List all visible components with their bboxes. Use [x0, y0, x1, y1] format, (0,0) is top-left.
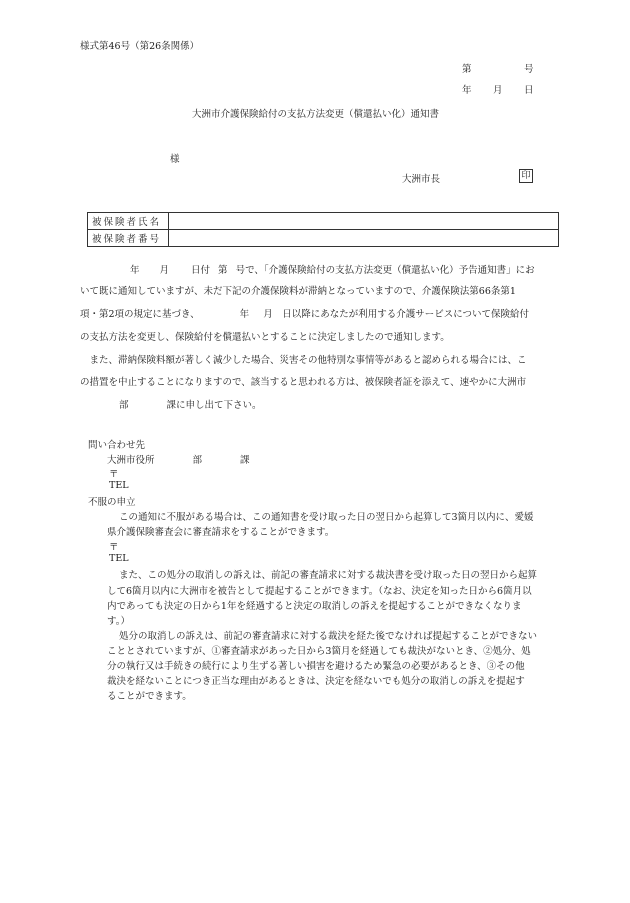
contact-postal: 〒: [109, 469, 119, 480]
insured-number-value: [169, 230, 559, 247]
table-row: [88, 213, 559, 230]
form-number: 様式第46号（第26条関係）: [80, 41, 200, 52]
seal-mark: 印: [519, 169, 533, 183]
insured-name-label: 被保険者氏名: [88, 213, 169, 230]
insured-person-table: [87, 212, 559, 247]
contact-heading: 問い合わせ先: [88, 440, 146, 451]
appeal-line-11: ることができます。: [107, 691, 192, 702]
body-year: 年: [130, 265, 140, 276]
appeal-tel: TEL: [109, 553, 129, 564]
body-line-2: いて既に通知していますが、未だ下記の介護保険料が滞納となっていますので、介護保険法第66条第1: [80, 286, 516, 297]
date-year: 年: [462, 85, 472, 96]
appeal-line-6: す。）: [107, 616, 130, 627]
appeal-line-7: 処分の取消しの訴えは、前記の審査請求に対する裁決を経た後でなければ提起することができない: [119, 631, 538, 642]
body-line-1: [130, 262, 535, 276]
date-month: 月: [493, 85, 503, 96]
appeal-postal: 〒: [109, 542, 119, 553]
body-line-7: [119, 397, 262, 411]
appeal-line-1: この通知に不服がある場合は、この通知書を受け取った日の翌日から起算して3箇月以内に、愛媛: [119, 512, 534, 523]
contact-bu: 部: [192, 455, 203, 466]
insured-name-value: [169, 213, 559, 230]
body-dai: 第: [218, 265, 228, 276]
sender-name: 大洲市長: [402, 174, 441, 185]
body-line-3-year: 年: [239, 309, 250, 320]
body-line-1-tail: 「介護保険給付の支払方法変更（償還払い化）予告通知書」にお: [263, 265, 535, 276]
appeal-line-3: また、この処分の取消しの訴えは、前記の審査請求に対する裁決書を受け取った日の翌日から起算: [119, 570, 538, 581]
body-line-3-tail: 月 日以降にあなたが利用する介護サービスについて保険給付: [263, 309, 529, 320]
appeal-line-5: 内であっても決定の日から1年を経過すると決定の取消しの訴えを提起することができなくなりま: [107, 601, 522, 612]
appeal-line-4: して6箇月以内に大洲市を被告として提起することができます。（なお、決定を知った日から6箇月以: [107, 586, 532, 597]
contact-office-line: [107, 452, 250, 466]
document-number-suffix: 号: [524, 64, 534, 75]
contact-tel: TEL: [109, 480, 129, 491]
appeal-line-10: 裁決を経ないことにつき正当な理由があるときは、決定を経ないでも処分の取消しの訴えを提起す: [107, 676, 525, 687]
appeal-line-8: こととされていますが、①審査請求があった日から3箇月を経過しても裁決がないとき、②処分、処: [107, 646, 531, 657]
insured-number-label: 被保険者番号: [88, 230, 169, 247]
appeal-line-2: 県介護保険審査会に審査請求をすることができます。: [107, 527, 335, 538]
document-number-prefix: 第: [462, 64, 472, 75]
body-line-7-tail: 課に申し出て下さい。: [166, 400, 262, 411]
body-bu: 部: [119, 400, 129, 411]
date-day: 日: [524, 85, 534, 96]
body-line-3: [80, 306, 529, 320]
appeal-line-9: 分の執行又は手続きの続行により生ずる著しい損害を避けるため緊急の必要があるとき、③その他: [107, 661, 525, 672]
body-line-4: の支払方法を変更し、保険給付を償還払いとすることに決定しましたので通知します。: [80, 332, 450, 343]
body-month: 月: [159, 265, 170, 276]
body-line-6: の措置を中止することになりますので、該当すると思われる方は、被保険者証を添えて、速やかに大洲市: [80, 377, 527, 388]
body-line-3-head: 項・第2項の規定に基づき、: [80, 309, 200, 320]
document-title: 大洲市介護保険給付の支払方法変更（償還払い化）通知書: [192, 109, 440, 120]
contact-ka: 課: [240, 455, 250, 466]
appeal-heading: 不服の申立: [88, 497, 136, 508]
table-row: [88, 230, 559, 247]
contact-office: 大洲市役所: [107, 455, 155, 466]
addressee-suffix: 様: [170, 154, 180, 165]
body-go: 号で、: [235, 265, 264, 276]
body-line-5: また、滞納保険料額が著しく減少した場合、災害その他特別な事情等があると認められる場合には、こ: [80, 355, 527, 366]
body-day: 日付: [191, 265, 211, 276]
